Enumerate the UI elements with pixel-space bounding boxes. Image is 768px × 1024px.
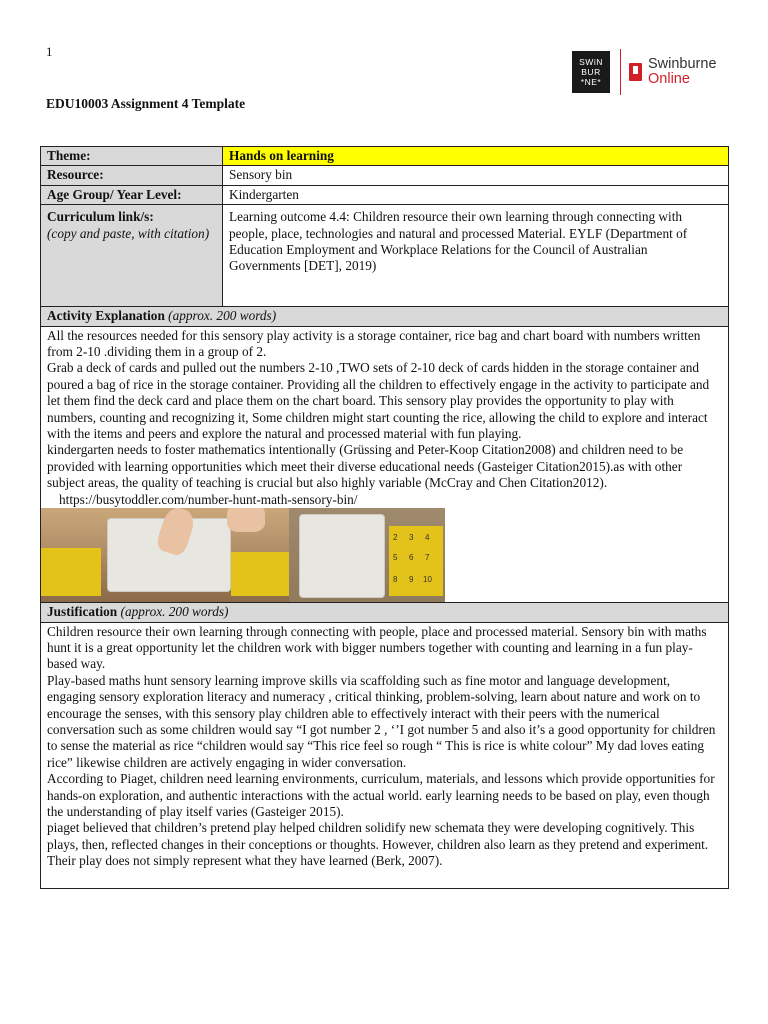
- theme-row: [41, 147, 729, 166]
- activity-link[interactable]: https://busytoddler.com/number-hunt-math-sensory-bin/: [59, 491, 358, 507]
- resource-value: Sensory bin: [223, 166, 729, 185]
- justification-body: [41, 622, 729, 888]
- swinburne-logo-mark: SWiN BUR *NE*: [572, 51, 610, 93]
- document-title: EDU10003 Assignment 4 Template: [46, 96, 246, 111]
- logo-divider: [620, 49, 621, 95]
- activity-photos: [41, 508, 722, 602]
- curriculum-value: Learning outcome 4.4: Children resource their own learning through connecting with people, place, technologies and natural and processed Material. EYLF (Department of Education Employment and Workplace Relations for the Council of Australian Governments [DET], 2019): [223, 205, 729, 307]
- curriculum-row: [41, 205, 729, 307]
- justification-paragraph: According to Piaget, children need learning environments, curriculum, materials, and lessons which provide opportunities for hands-on exploration, and authentic interactions with the actual world. early learning needs to be based on play, even though the understanding of play itself varies (Gasteiger 2015).: [47, 771, 715, 819]
- theme-value: Hands on learning: [223, 147, 729, 166]
- activity-heading: Activity Explanation (approx. 200 words): [41, 307, 729, 326]
- number-chart-board-right: [231, 552, 289, 596]
- justification-paragraph: Play-based maths hunt sensory learning improve skills via scaffolding such as fine motor and language development, engaging sensory exploration literacy and numeracy , critical thinking, problem-solving, learn about nature and work on to encourage the senses, with this sensory play children able to effectively interact with their peers with the numerical conversation such as some children would say “I got number 2 , ‘’I got number 5 and also it’s a good opportunity for children to sense the material as rice “children would say “This rice feel so rough “ This is rice is white colour” My dad loves eating rice” likewise children are actively engaging in wider conversation.: [47, 672, 716, 770]
- number-chart-board-left: [41, 548, 101, 596]
- resource-label: Resource:: [41, 166, 223, 185]
- justification-heading-row: [41, 603, 729, 622]
- activity-paragraph: All the resources needed for this sensory play activity is a storage container, rice bag and chart board with numbers written from 2-10 .dividing them in a group of 2.: [47, 327, 701, 360]
- logo-text: Swinburne Online: [648, 56, 717, 87]
- number-chart-board: [389, 526, 443, 596]
- justification-heading-note: (approx. 200 words): [120, 604, 229, 620]
- curriculum-label-cell: [41, 205, 223, 307]
- board-number: 4: [425, 533, 430, 543]
- activity-body: [41, 326, 729, 602]
- curriculum-sublabel: (copy and paste, with citation): [47, 225, 210, 241]
- justification-paragraph: piaget believed that children’s pretend play helped children solidify new schemata they were developing cognitively. This plays, then, reflected changes in their conceptions or thoughts. However, children also learn as they pretend and experiment. Their play does not simply represent what they have learned (Berk, 2007).: [47, 820, 709, 869]
- activity-heading-row: [41, 307, 729, 326]
- board-number: 8: [393, 575, 398, 585]
- activity-paragraph: kindergarten needs to foster mathematics intentionally (Grüssing and Peter-Koop Citation2008) and children need to be provided with learning opportunities which meet their diverse educational needs (Gasteiger Citation2015).as with other subject areas, the quality of teaching is crucial but also highly variable (McCray and Chen Citation2012).: [47, 442, 684, 491]
- board-number: 3: [409, 533, 414, 543]
- resource-row: [41, 166, 729, 185]
- photo-child-sensory-bin: [41, 508, 289, 602]
- swinburne-logo: [572, 50, 717, 94]
- age-row: [41, 185, 729, 204]
- board-number: 7: [425, 553, 430, 563]
- age-value: Kindergarten: [223, 185, 729, 204]
- activity-paragraph: Grab a deck of cards and pulled out the numbers 2-10 ,TWO sets of 2-10 deck of cards hidden in the storage container and poured a bag of rice in the storage container. Providing all the children to effectively engage in the activity to participate and let them find the deck card and place them on the chart board. This sensory play provides the opportunity to play with numbers, counting and recognizing it, Some children might start counting the rice, allowing the child to explore and interact with the items and peers and explore the natural and processed material with fun playing.: [47, 360, 710, 442]
- board-number: 9: [409, 575, 414, 585]
- board-number: 2: [393, 533, 398, 543]
- activity-heading-note: (approx. 200 words): [168, 308, 277, 324]
- justification-body-row: [41, 622, 729, 888]
- board-number: 6: [409, 553, 414, 563]
- board-number: 10: [423, 575, 432, 585]
- board-number: 5: [393, 553, 398, 563]
- assignment-template-table: [40, 146, 729, 889]
- theme-label: Theme:: [41, 147, 223, 166]
- swinburne-online-icon: [629, 63, 642, 81]
- activity-body-row: [41, 326, 729, 602]
- child-head: [227, 508, 265, 532]
- curriculum-label: Curriculum link/s:: [47, 209, 154, 225]
- age-label: Age Group/ Year Level:: [41, 185, 223, 204]
- justification-paragraph: Children resource their own learning through connecting with people, place and processed material. Sensory bin with maths hunt it is a great opportunity let the children work with bigger numbers together with counting and learning in a fun play-based way.: [47, 623, 707, 672]
- page-number: 1: [46, 44, 53, 59]
- photo-sensory-bin-board: [289, 508, 445, 602]
- justification-heading: Justification (approx. 200 words): [41, 603, 729, 622]
- rice-bin: [299, 514, 385, 598]
